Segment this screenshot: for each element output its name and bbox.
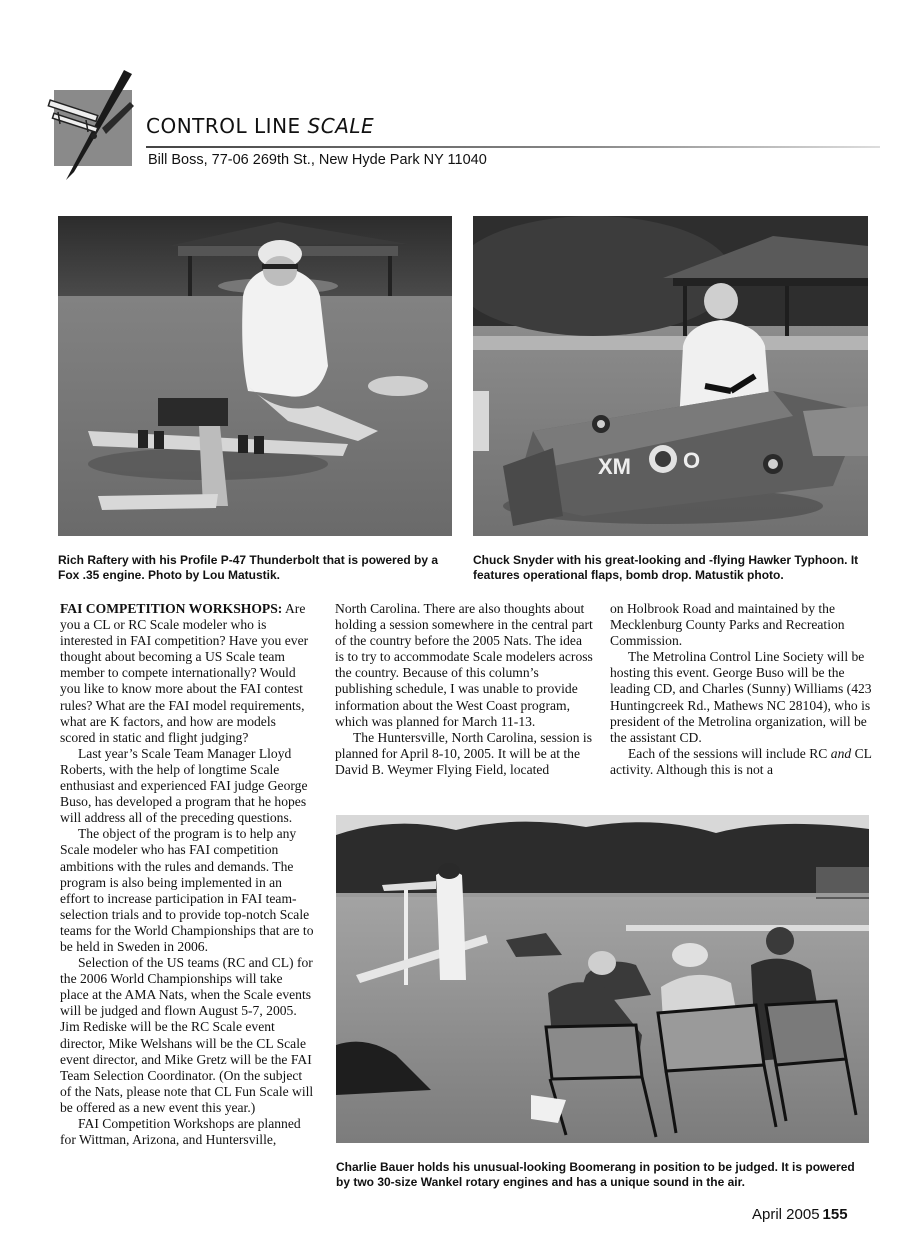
- paragraph-activity: [610, 746, 872, 778]
- header-rule: [146, 146, 880, 148]
- article-column-1: [60, 601, 314, 1148]
- paragraph-intro: Are you a CL or RC Scale modeler who is interested in FAI competition? Have you ever thought about becoming a US Scale team member to compete internationally? Would you like to know more about the FAI contest rules? What are the FAI model requirements, what are K factors, and how are models scored in static and flight judging?: [60, 601, 309, 745]
- paragraph-workshops: FAI Competition Workshops are planned for Wittman, Arizona, and Huntersville,: [60, 1116, 301, 1148]
- paragraph-huntersville: The Huntersville, North Carolina, session is planned for April 8-10, 2005. It will be at the David B. Weymer Flying Field, located: [335, 729, 592, 777]
- page-number: 155: [822, 1206, 848, 1223]
- photo-caption-boomerang: Charlie Bauer holds his unusual-looking Boomerang in position to be judged. It is powered by two 30-size Wankel rotary engines and has a unique sound in the air.: [336, 1160, 855, 1189]
- issue-date: April 2005: [752, 1206, 820, 1223]
- title-italic: SCALE: [307, 114, 375, 138]
- activity-text-b: CL activity. Although this is not a: [610, 745, 872, 777]
- column-title: [146, 114, 374, 138]
- author-byline: Bill Boss, 77-06 269th St., New Hyde Park NY 11040: [148, 152, 487, 168]
- title-main: CONTROL LINE: [146, 114, 301, 138]
- typhoon-squadron-code: XM: [598, 454, 631, 479]
- paragraph-team-selection: Selection of the US teams (RC and CL) for the 2006 World Championships will take place at the AMA Nats, when the Scale events will be judged and flown August 5-7, 2005. Jim Rediske will be the RC Scale event director, Mike Welshans will be the CL Scale event director, and Mike Gretz will be the FAI Team Selection Coordinator. (On the subject of the Nats, please note that CL Fun Scale will be offered as a new event this year.): [60, 955, 314, 1115]
- paragraph-sessions: North Carolina. There are also thoughts about holding a session somewhere in the central part of the country before the 2005 Nats. The idea is to try to accommodate Scale modelers across the country. Because of this column’s publishing schedule, I was unable to provide information about the West Coast program, which was planned for March 11-13.: [335, 601, 593, 729]
- article-column-3: [610, 601, 872, 778]
- column-logo-airplane: [44, 68, 136, 180]
- paragraph-holbrook-road: on Holbrook Road and maintained by the Mecklenburg County Parks and Recreation Commission.: [610, 601, 845, 649]
- activity-italic: and: [830, 745, 852, 761]
- paragraph-team-manager: Last year’s Scale Team Manager Lloyd Roberts, with the help of longtime Scale enthusiast and experienced FAI judge George Buso, has developed a program that he hopes will address all of the preceding questions.: [60, 745, 308, 826]
- photo-caption-typhoon: Chuck Snyder with his great-looking and -flying Hawker Typhoon. It features operational flaps, bomb drop. Matustik photo.: [473, 553, 859, 582]
- photo-p47-thunderbolt: [58, 216, 452, 536]
- paragraph-metrolina: The Metrolina Control Line Society will be hosting this event. George Buso will be the leading CD, and Charles (Sunny) Williams (423 Huntingcreek Rd., Mathews NC 28104), who is president of the Metrolina organization, will be the assistant CD.: [610, 649, 872, 745]
- photo-boomerang: [336, 815, 869, 1143]
- photo-caption-p47: Rich Raftery with his Profile P-47 Thunderbolt that is powered by a Fox .35 engine. Photo by Lou Matustik.: [58, 553, 439, 582]
- article-column-2: [335, 601, 593, 778]
- section-heading: FAI COMPETITION WORKSHOPS:: [60, 601, 283, 616]
- paragraph-program-object: The object of the program is to help any Scale modeler who has FAI competition ambitions with the rules and demands. The program is also being implemented in an effort to increase participation in FAI team-selection trials and to provide top-notch Scale teams for the World Championships that are to be held in Sweden in 2006.: [60, 826, 314, 954]
- activity-text-a: Each of the sessions will include RC: [628, 745, 828, 761]
- typhoon-aircraft-letter: O: [683, 448, 701, 473]
- photo-hawker-typhoon: [473, 216, 868, 536]
- page-footer: [752, 1206, 848, 1223]
